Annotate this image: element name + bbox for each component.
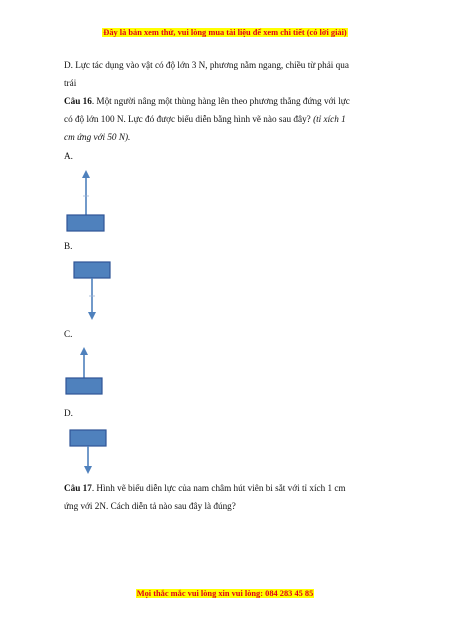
contact-notice-banner [0, 589, 450, 598]
option-a-figure [64, 165, 124, 237]
option-b-label: B. [64, 241, 73, 251]
question-16-line2 [64, 113, 346, 125]
question-17-line1 [64, 482, 346, 494]
option-d-box [70, 430, 106, 446]
question-16-text-1: . Một người nâng một thùng hàng lên theo phương thẳng đứng với lực [91, 96, 350, 106]
option-c-box [66, 378, 102, 394]
option-b-figure [64, 258, 124, 324]
option-d-previous-line1: D. Lực tác dụng vào vật có độ lớn 3 N, phương nằm ngang, chiều từ phải qua [64, 60, 349, 70]
question-17-text-1: . Hình vẽ biểu diễn lực của nam châm hút viên bi sắt với tỉ xích 1 cm [91, 483, 346, 493]
option-a-box [67, 215, 104, 231]
option-c-label: C. [64, 329, 73, 339]
question-16-scale-note-1: (tỉ xích 1 [313, 114, 346, 124]
option-a-arrowhead-icon [82, 170, 90, 178]
preview-notice-banner [0, 28, 450, 37]
question-16-label: Câu 16 [64, 96, 92, 106]
question-16-scale-note-2: cm ứng với 50 N). [64, 132, 131, 142]
option-a-label: A. [64, 151, 73, 161]
option-d-label: D. [64, 408, 73, 418]
question-16-text-2: có độ lớn 100 N. Lực đó được biểu diễn bằng hình vẽ nào sau đây? [64, 114, 314, 124]
question-17-label: Câu 17 [64, 483, 92, 493]
option-d-figure [64, 426, 124, 478]
contact-notice-text: Mọi thắc mắc vui lòng xin vui lòng: 084 283 45 85 [136, 589, 314, 598]
option-b-arrowhead-icon [88, 312, 96, 320]
question-17-line2: ứng với 2N. Cách diễn tả nào sau đây là đúng? [64, 501, 236, 511]
option-b-box [74, 262, 110, 278]
option-d-arrowhead-icon [84, 466, 92, 474]
option-c-arrowhead-icon [80, 347, 88, 355]
option-d-previous-line2: trái [64, 78, 77, 88]
question-16-line1 [64, 95, 350, 107]
option-c-figure [64, 343, 124, 397]
preview-notice-text: Đây là bản xem thử, vui lòng mua tài liệu để xem chi tiết (có lời giải) [103, 28, 347, 37]
